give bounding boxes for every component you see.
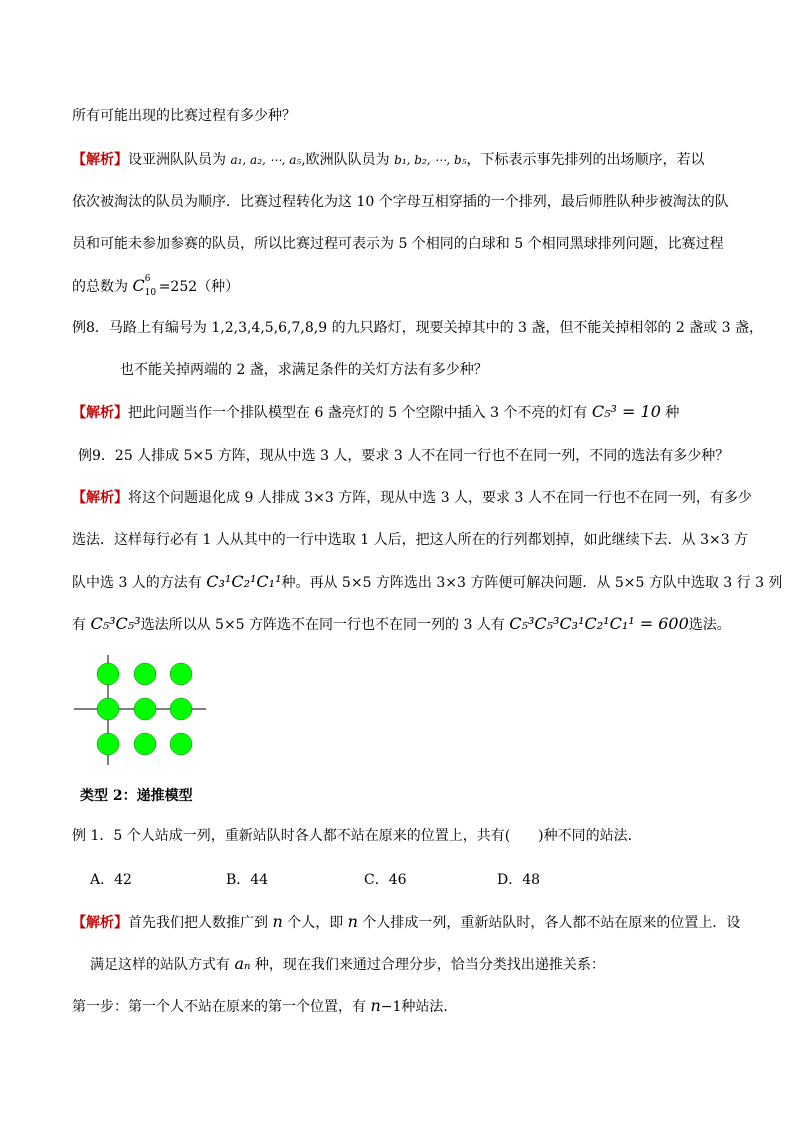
- text: 满足这样的站队方式有: [90, 957, 235, 973]
- text: 有: [72, 617, 91, 633]
- dot: [170, 698, 192, 720]
- solution-tag: 【解析】: [72, 490, 128, 506]
- text: =252（种）: [158, 279, 240, 295]
- text: 设亚洲队队员为: [128, 152, 231, 168]
- solution-line-2: 依次被淘汰的队员为顺序．比赛过程转化为这 10 个字母互相穿插的一个排列，最后师胜队种步被淘汰的队: [72, 194, 729, 210]
- b-sequence: b₁, b₂, ⋯, b₅: [394, 153, 467, 167]
- dot: [134, 663, 156, 685]
- dot: [170, 663, 192, 685]
- example-8-line-2: 也不能关掉两端的 2 盏，求满足条件的关灯方法有多少种？: [120, 362, 488, 378]
- solution-tag: 【解析】: [72, 405, 128, 421]
- text: ,欧洲队队员为: [301, 152, 395, 168]
- dot: [97, 663, 119, 685]
- solution-line-3: 员和可能未参加参赛的队员，所以比赛过程可表示为 5 个相同的白球和 5 个相同黑球排列问题，比赛过程: [72, 236, 724, 252]
- formula: C₃¹C₂¹C₁¹: [206, 572, 282, 591]
- text: 种，现在我们来通过合理分步，恰当分类找出递推关系：: [250, 957, 605, 973]
- grid-figure: [72, 655, 212, 767]
- option-b: B．44: [226, 872, 269, 888]
- dot: [134, 698, 156, 720]
- example-8-line-1: 例8．马路上有编号为 1,2,3,4,5,6,7,8,9 的九只路灯，现要关掉其中的 3 盏，但不能关掉相邻的 2 盏或 3 盏，: [72, 320, 763, 336]
- example-1-line: 例 1．5 个人站成一列，重新站队时各人都不站在原来的位置上，共有( )种不同的站法．: [72, 828, 642, 844]
- option-c: C．46: [364, 872, 407, 888]
- text: 的总数为: [72, 279, 133, 295]
- text: 个人排成一列，重新站队时，各人都不站在原来的位置上．设: [357, 915, 741, 931]
- dot: [97, 698, 119, 720]
- comb-indices: [144, 274, 159, 298]
- solution-tag: 【解析】: [72, 915, 128, 931]
- dot: [170, 733, 192, 755]
- variable-an: aₙ: [234, 954, 251, 973]
- solution-9-line-3: [72, 572, 782, 593]
- formula: C₅³ = 10: [591, 402, 661, 421]
- question-line: 所有可能出现的比赛过程有多少种？: [72, 108, 296, 124]
- combination-symbol: C: [132, 276, 145, 295]
- dot: [134, 733, 156, 755]
- text: 将这个问题退化成 9 人排成 3×3 方阵，现从中选 3 人，要求 3 人不在同一行也不在同一列，有多少: [128, 490, 752, 506]
- text: 首先我们把人数推广到: [128, 915, 273, 931]
- variable-n: n: [347, 912, 358, 931]
- text: 选法。: [688, 617, 731, 633]
- formula: C₅³C₅³C₃¹C₂¹C₁¹ = 600: [509, 614, 689, 633]
- example-9-line: 例9．25 人排成 5×5 方阵，现从中选 3 人，要求 3 人不在同一行也不在同一列，不同的选法有多少种？: [78, 448, 730, 464]
- solution-ex1-line-1: [72, 912, 740, 933]
- text: 种。再从 5×5 方阵选出 3×3 方阵便可解决问题．从 5×5 方队中选取 3 行 3 列: [281, 575, 783, 591]
- solution-line-4: [72, 276, 239, 297]
- option-d: D．48: [497, 872, 541, 888]
- option-a: A．42: [90, 872, 132, 888]
- text: 队中选 3 人的方法有: [72, 575, 207, 591]
- text: 选法所以从 5×5 方阵选不在同一行也不在同一列的 3 人有: [140, 617, 510, 633]
- solution-ex1-line-2: [90, 954, 605, 975]
- solution-9-line-2: 选法．这样每行必有 1 人从其中的一行中选取 1 人后，把这人所在的行列都划掉，如此继续下去．从 3×3 方: [72, 532, 749, 548]
- solution-8-line: [72, 402, 679, 423]
- solution-tag: 【解析】: [72, 152, 128, 168]
- a-sequence: a₁, a₂, ⋯, a₅: [230, 153, 302, 167]
- text: 把此问题当作一个排队模型在 6 盏亮灯的 5 个空隙中插入 3 个不亮的灯有: [128, 405, 592, 421]
- text: −1种站法．: [380, 999, 458, 1015]
- text: ，下标表示事先排列的出场顺序，若以: [466, 152, 705, 168]
- variable-n: n: [272, 912, 283, 931]
- subscript: 10: [144, 288, 157, 298]
- solution-line-1: [72, 150, 705, 170]
- text: 第一步：第一个人不站在原来的第一个位置，有: [72, 999, 371, 1015]
- text: 种: [660, 405, 680, 421]
- solution-9-line-1: [72, 488, 752, 508]
- dot: [97, 733, 119, 755]
- text: 个人，即: [282, 915, 348, 931]
- step-one-line: [72, 996, 457, 1017]
- solution-9-line-4: [72, 614, 731, 635]
- section-heading: 类型 2：递推模型: [80, 788, 193, 804]
- variable-n: n: [370, 996, 381, 1015]
- superscript: 6: [144, 274, 151, 284]
- formula: C₅³C₅³: [90, 614, 141, 633]
